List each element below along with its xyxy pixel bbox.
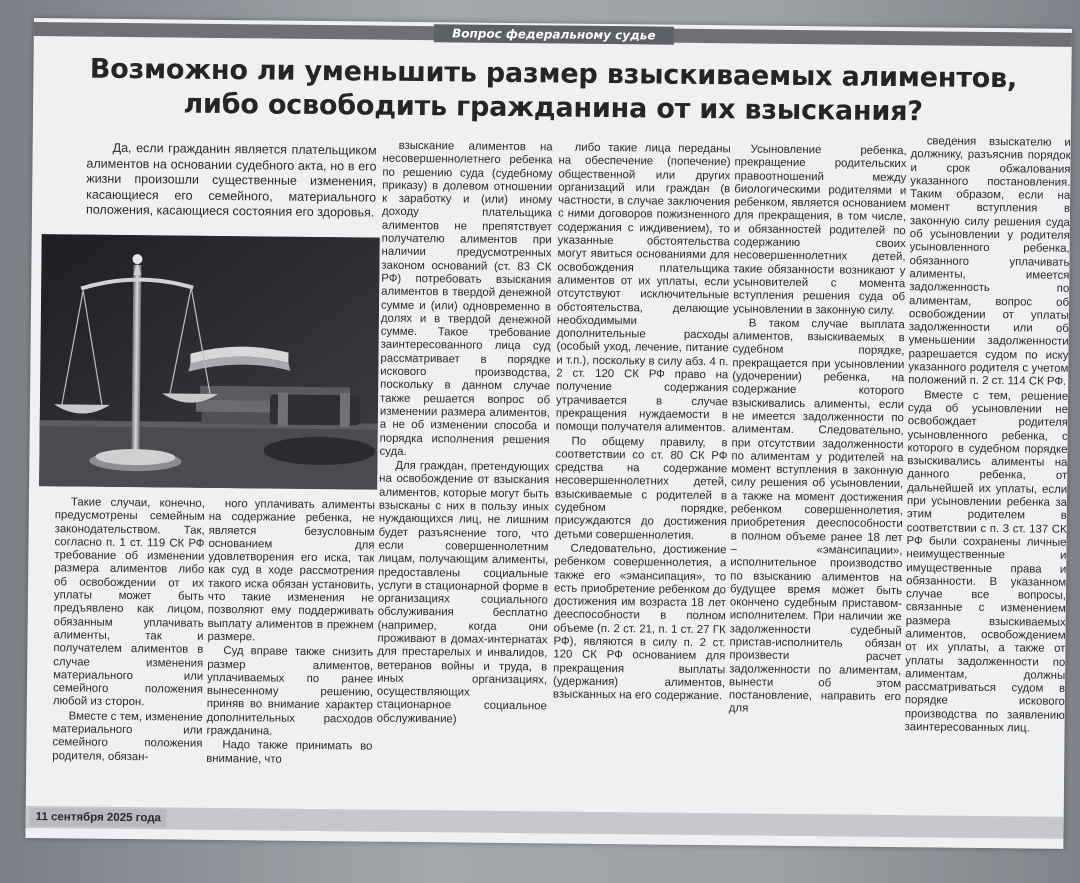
headline-line-2: либо освободить гражданина от их взыскания? [183, 88, 923, 128]
paragraph: Надо также принимать во внимание, что [206, 739, 373, 766]
column-2 [206, 498, 375, 768]
article-headline [73, 52, 1034, 130]
headline-line-1: Возможно ли уменьшить размер взыскиваемых алиментов, [89, 53, 1018, 95]
paragraph: Такие случаи, конечно, предусмотрены семейным законодательством. Так, согласно п. 1 ст. 119 СК РФ требование об изменении размера алиментов либо об освобождении от их уплаты может быть предъявлено как лицом, обязанным уплачивать алименты, так и получателем алиментов в случае изменения материального или семейного положения любой из сторон. [52, 496, 205, 709]
newspaper-page [25, 18, 1072, 849]
paragraph: Вместе с тем, изменение материального или семейного положения родителя, обязан- [52, 710, 203, 763]
column-1 [52, 496, 205, 764]
column-5 [729, 143, 907, 718]
scales-and-gavel-icon [39, 234, 380, 490]
paragraph: ного уплачивать алименты на содержание ребенка, не является безусловным основанием для удовлетворения его иска, так как суд в ходе рассмотрения такого иска обязан установить, что такие изменения не позволяют ему поддерживать выплату алиментов в прежнем размере. [207, 498, 375, 644]
article-lead: Да, если гражданин является плательщиком алиментов на основании судебного акта, но в его жизни произошли существенные изменения, касающиеся его семейного, материального положения, касающиеся состояния его здоровья. [85, 140, 377, 220]
issue-date: 11 сентября 2025 года [30, 808, 167, 827]
footer-band [26, 806, 1064, 839]
scales-of-justice-photo [39, 234, 380, 490]
paragraph: Вместе с тем, решение суда об усыновлении не освобождает родителя усыновленного ребенка, с которого в судебном порядке взыскивались алименты на данного ребенка, от дальнейшей их уплаты, если при усыновлении ребенка за этим родителем в соответствии с п. 3 ст. 137 СК РФ были сохранены личные неимущественные и имущественные права и обязанности. В указанном случае все вопросы, связанные с изменением размера взыскиваемых алиментов, освобождением от их уплаты, а также от уплаты задолженности по алиментам, должны рассматриваться судом в порядке искового производства по заявлению заинтересованных лиц. [904, 388, 1069, 735]
paragraph: Для граждан, претендующих на освобождение от взыскания алиментов, которые могут быть взысканы с них в пользу иных нуждающихся лиц, не лишним будет разъяснение того, что если совершеннолетним лицам, получающим алименты, предоставлены социальные услуги в стационарной форме в организациях социального обслуживания бесплатно (например, когда они проживают в домах-интернатах для престарелых и инвалидов, ветеранов войны и труда, в иных организациях, осуществляющих стационарное социальное обслуживание) [376, 459, 550, 726]
paragraph: Усыновление ребенка, прекращение родительских правоотношений между биологическими родителями и ребенком, является основанием для прекращения, в том числе, и обязанностей родителей по содержанию своих несовершеннолетних детей, такие обязанности возникают у усыновителей с момента вступления решения суда об усыновлении в законную силу. [732, 143, 907, 317]
paragraph: взыскание алиментов на несовершеннолетнего ребенка по решению суда (судебному приказу) в долевом отношении к заработку и (или) иному доходу плательщика алиментов не препятствует получателю алиментов при наличии предусмотренных законом оснований (ст. 83 СК РФ) потребовать взыскания алиментов в твердой денежной сумме и (или) одновременно в долях и в твердой денежной сумме. Такое требование заинтересованного лица суд рассматривает в порядке искового производства, поскольку в данном случае также решается вопрос об изменении размера алиментов, а не об изменении способа и порядка исполнения решения суда. [379, 139, 553, 458]
paragraph: В таком случае выплата алиментов, взыскиваемых в судебном порядке, прекращается при усыновлении (удочерении) ребенка, на содержание которого взыскивались алименты, если не имеется задолженности по алиментам. Следовательно, при отсутствии задолженности по алиментам у родителей на момент вступления в законную силу решения об усыновлении, а также на момент достижения ребенком совершеннолетия, приобретения дееспособности в полном объеме ранее 18 лет – «эмансипации», исполнительное производство по взысканию алиментов на будущее время может быть окончено судебным приставом-исполнителем. При наличии же задолженности судебный пристав-исполнитель обязан произвести расчет задолженности по алиментам, вынести об этом постановление, направить его для [728, 317, 905, 715]
column-4 [553, 142, 731, 704]
paragraph: Суд вправе также снизить размер алиментов, уплачиваемых по ранее вынесенному решению, приняв во внимание характер дополнительных расходов гражданина. [206, 645, 374, 738]
column-3 [377, 140, 553, 728]
rubric-label: Вопрос федеральному судье [434, 24, 674, 45]
paragraph: сведения взыскателю и должнику, разъяснив порядок и срок обжалования указанного постановления. Таким образом, если на момент вступления в законную силу решения суда об усыновлении у родителя усыновленного ребенка, обязанного уплачивать алименты, имеется задолженность по алиментам, вопрос об освобождении от уплаты задолженности или об уменьшении задолженности разрешается судом по иску указанного родителя с учетом положений п. 2 ст. 114 СК РФ. [908, 135, 1071, 389]
column-6 [905, 135, 1071, 736]
paragraph: По общему правилу, в соответствии со ст. 80 СК РФ средства на содержание несовершеннолетних детей, взыскиваемые с родителей в судебном порядке, присуждаются до достижения детьми совершеннолетия. [554, 435, 728, 542]
paragraph: либо такие лица переданы на обеспечение (попечение) общественной или других организаций или граждан (в частности, в случае заключения с ними договоров пожизненного содержания с иждивением), то указанные обстоятельства могут явиться основаниями для освобождения плательщика алиментов от их уплаты, если отсутствуют исключительные обстоятельства, делающие необходимыми дополнительные расходы (особый уход, лечение, питание и т.п.), поскольку в силу абз. 4 п. 2 ст. 120 СК РФ право на получение содержания утрачивается в случае прекращения нуждаемости в помощи получателя алиментов. [555, 141, 731, 435]
paragraph: Следовательно, достижение ребенком совершеннолетия, а также его «эмансипация», то есть приобретение ребенком до достижения им возраста 18 лет дееспособности в полном объеме (п. 2 ст. 21, п. 1 ст. 27 ГК РФ), являются в силу п. 2 ст. 120 СК РФ основанием для прекращения выплаты (удержания) алиментов, взысканных на его содержание. [552, 542, 727, 703]
